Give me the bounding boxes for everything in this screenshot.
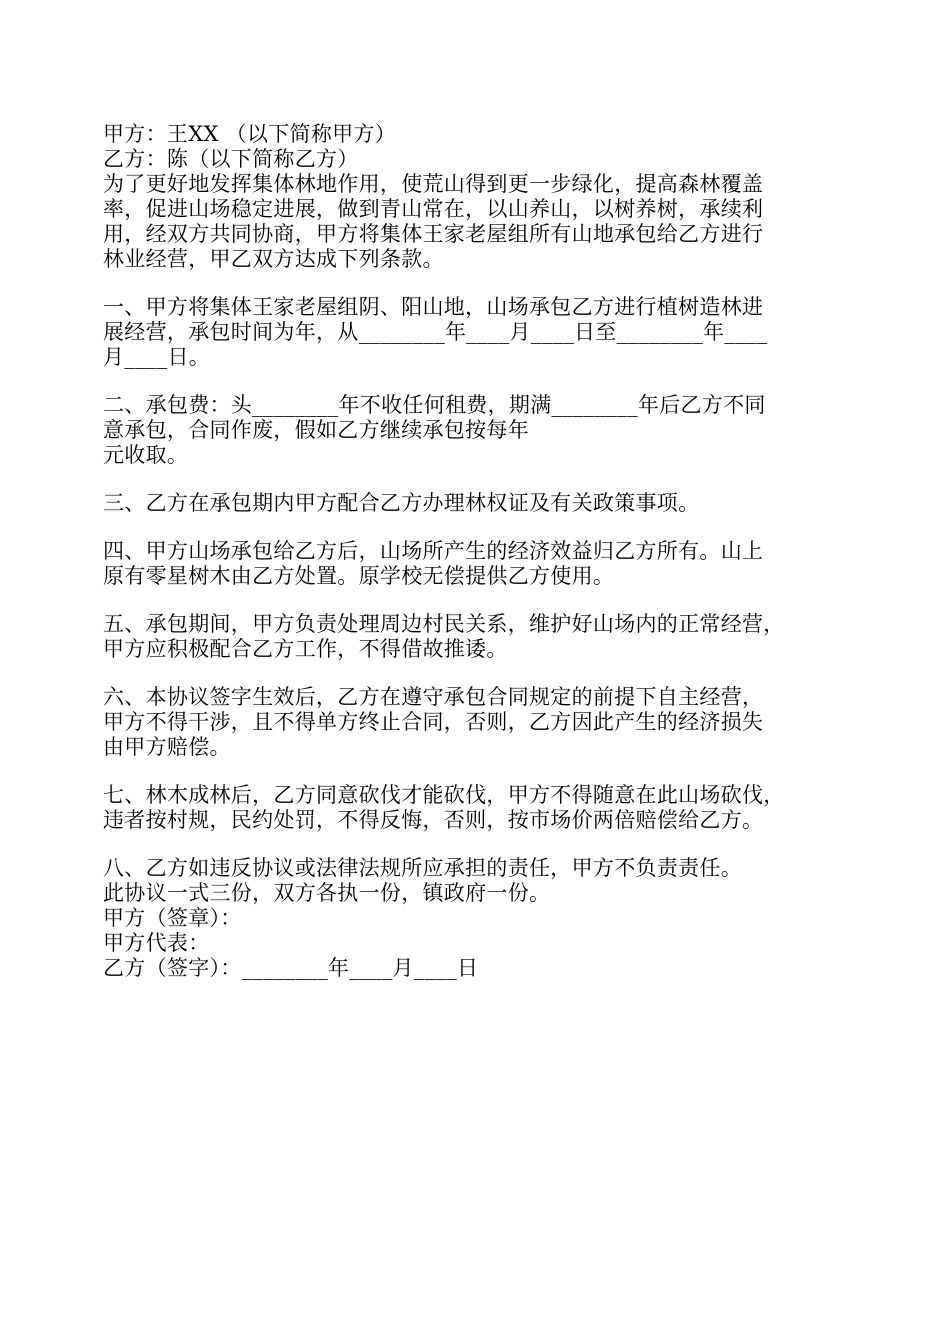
paragraph-gap [103,589,855,612]
paragraph-gap [103,760,855,783]
clause-3-line-1: 三、乙方在承包期内甲方配合乙方办理林权证及有关政策事项。 [103,491,700,515]
clause-2-line-2: 意承包，合同作废，假如乙方继续承包按每年 [103,418,529,442]
preamble-line-2: 率，促进山场稳定进展，做到青山常在，以山养山，以树养树，承续利 [103,197,764,221]
preamble-line-3: 用，经双方共同协商，甲方将集体王家老屋组所有山地承包给乙方进行 [103,222,764,246]
party-a-representative: 甲方代表： [103,931,210,955]
clause-4-line-1: 四、甲方山场承包给乙方后，山场所产生的经济效益归乙方所有。山上 [103,539,764,563]
preamble-line-1: 为了更好地发挥集体林地作用，使荒山得到更一步绿化，提高森林覆盖 [103,172,764,196]
preamble-line-4: 林业经营，甲乙双方达成下列条款。 [103,247,444,271]
paragraph-gap [103,516,855,539]
clause-7-line-1: 七、林木成林后，乙方同意砍伐才能砍伐，甲方不得随意在此山场砍伐， [103,783,785,807]
clause-6-line-3: 由甲方赔偿。 [103,735,231,759]
party-b-signature-date: 乙方（签字）：________年____月____日 [103,956,479,980]
clause-8-line-1: 八、乙方如违反协议或法律法规所应承担的责任，甲方不负责责任。 [103,856,742,880]
clause-2-line-3: 元收取。 [103,443,189,467]
contract-page [103,122,855,981]
copies-note: 此协议一式三份，双方各执一份，镇政府一份。 [103,881,551,905]
clause-2-line-1: 二、承包费：头________年不收任何租费，期满________年后乙方不同 [103,393,766,417]
paragraph-gap [103,272,855,295]
paragraph-gap [103,833,855,856]
paragraph-gap [103,370,855,393]
clause-6-line-1: 六、本协议签字生效后，乙方在遵守承包合同规定的前提下自主经营， [103,685,764,709]
clause-1-line-1: 一、甲方将集体王家老屋组阴、阳山地，山场承包乙方进行植树造林进 [103,295,764,319]
party-b-line: 乙方：陈（以下简称乙方） [103,147,359,171]
clause-5-line-1: 五、承包期间，甲方负责处理周边村民关系，维护好山场内的正常经营， [103,612,785,636]
clause-7-line-2: 违者按村规，民约处罚，不得反悔，否则，按市场价两倍赔偿给乙方。 [103,808,764,832]
paragraph-gap [103,662,855,685]
clause-6-line-2: 甲方不得干涉，且不得单方终止合同，否则，乙方因此产生的经济损失 [103,710,764,734]
clause-4-line-2: 原有零星树木由乙方处置。原学校无偿提供乙方使用。 [103,564,615,588]
clause-5-line-2: 甲方应积极配合乙方工作，不得借故推诿。 [103,637,508,661]
clause-1-line-2: 展经营，承包时间为年，从________年____月____日至________年____ [103,320,768,344]
clause-1-line-3: 月____日。 [103,345,211,369]
party-a-signature: 甲方（签章）： [103,906,242,930]
paragraph-gap [103,468,855,491]
party-a-line: 甲方：王XX （以下简称甲方） [103,122,397,146]
